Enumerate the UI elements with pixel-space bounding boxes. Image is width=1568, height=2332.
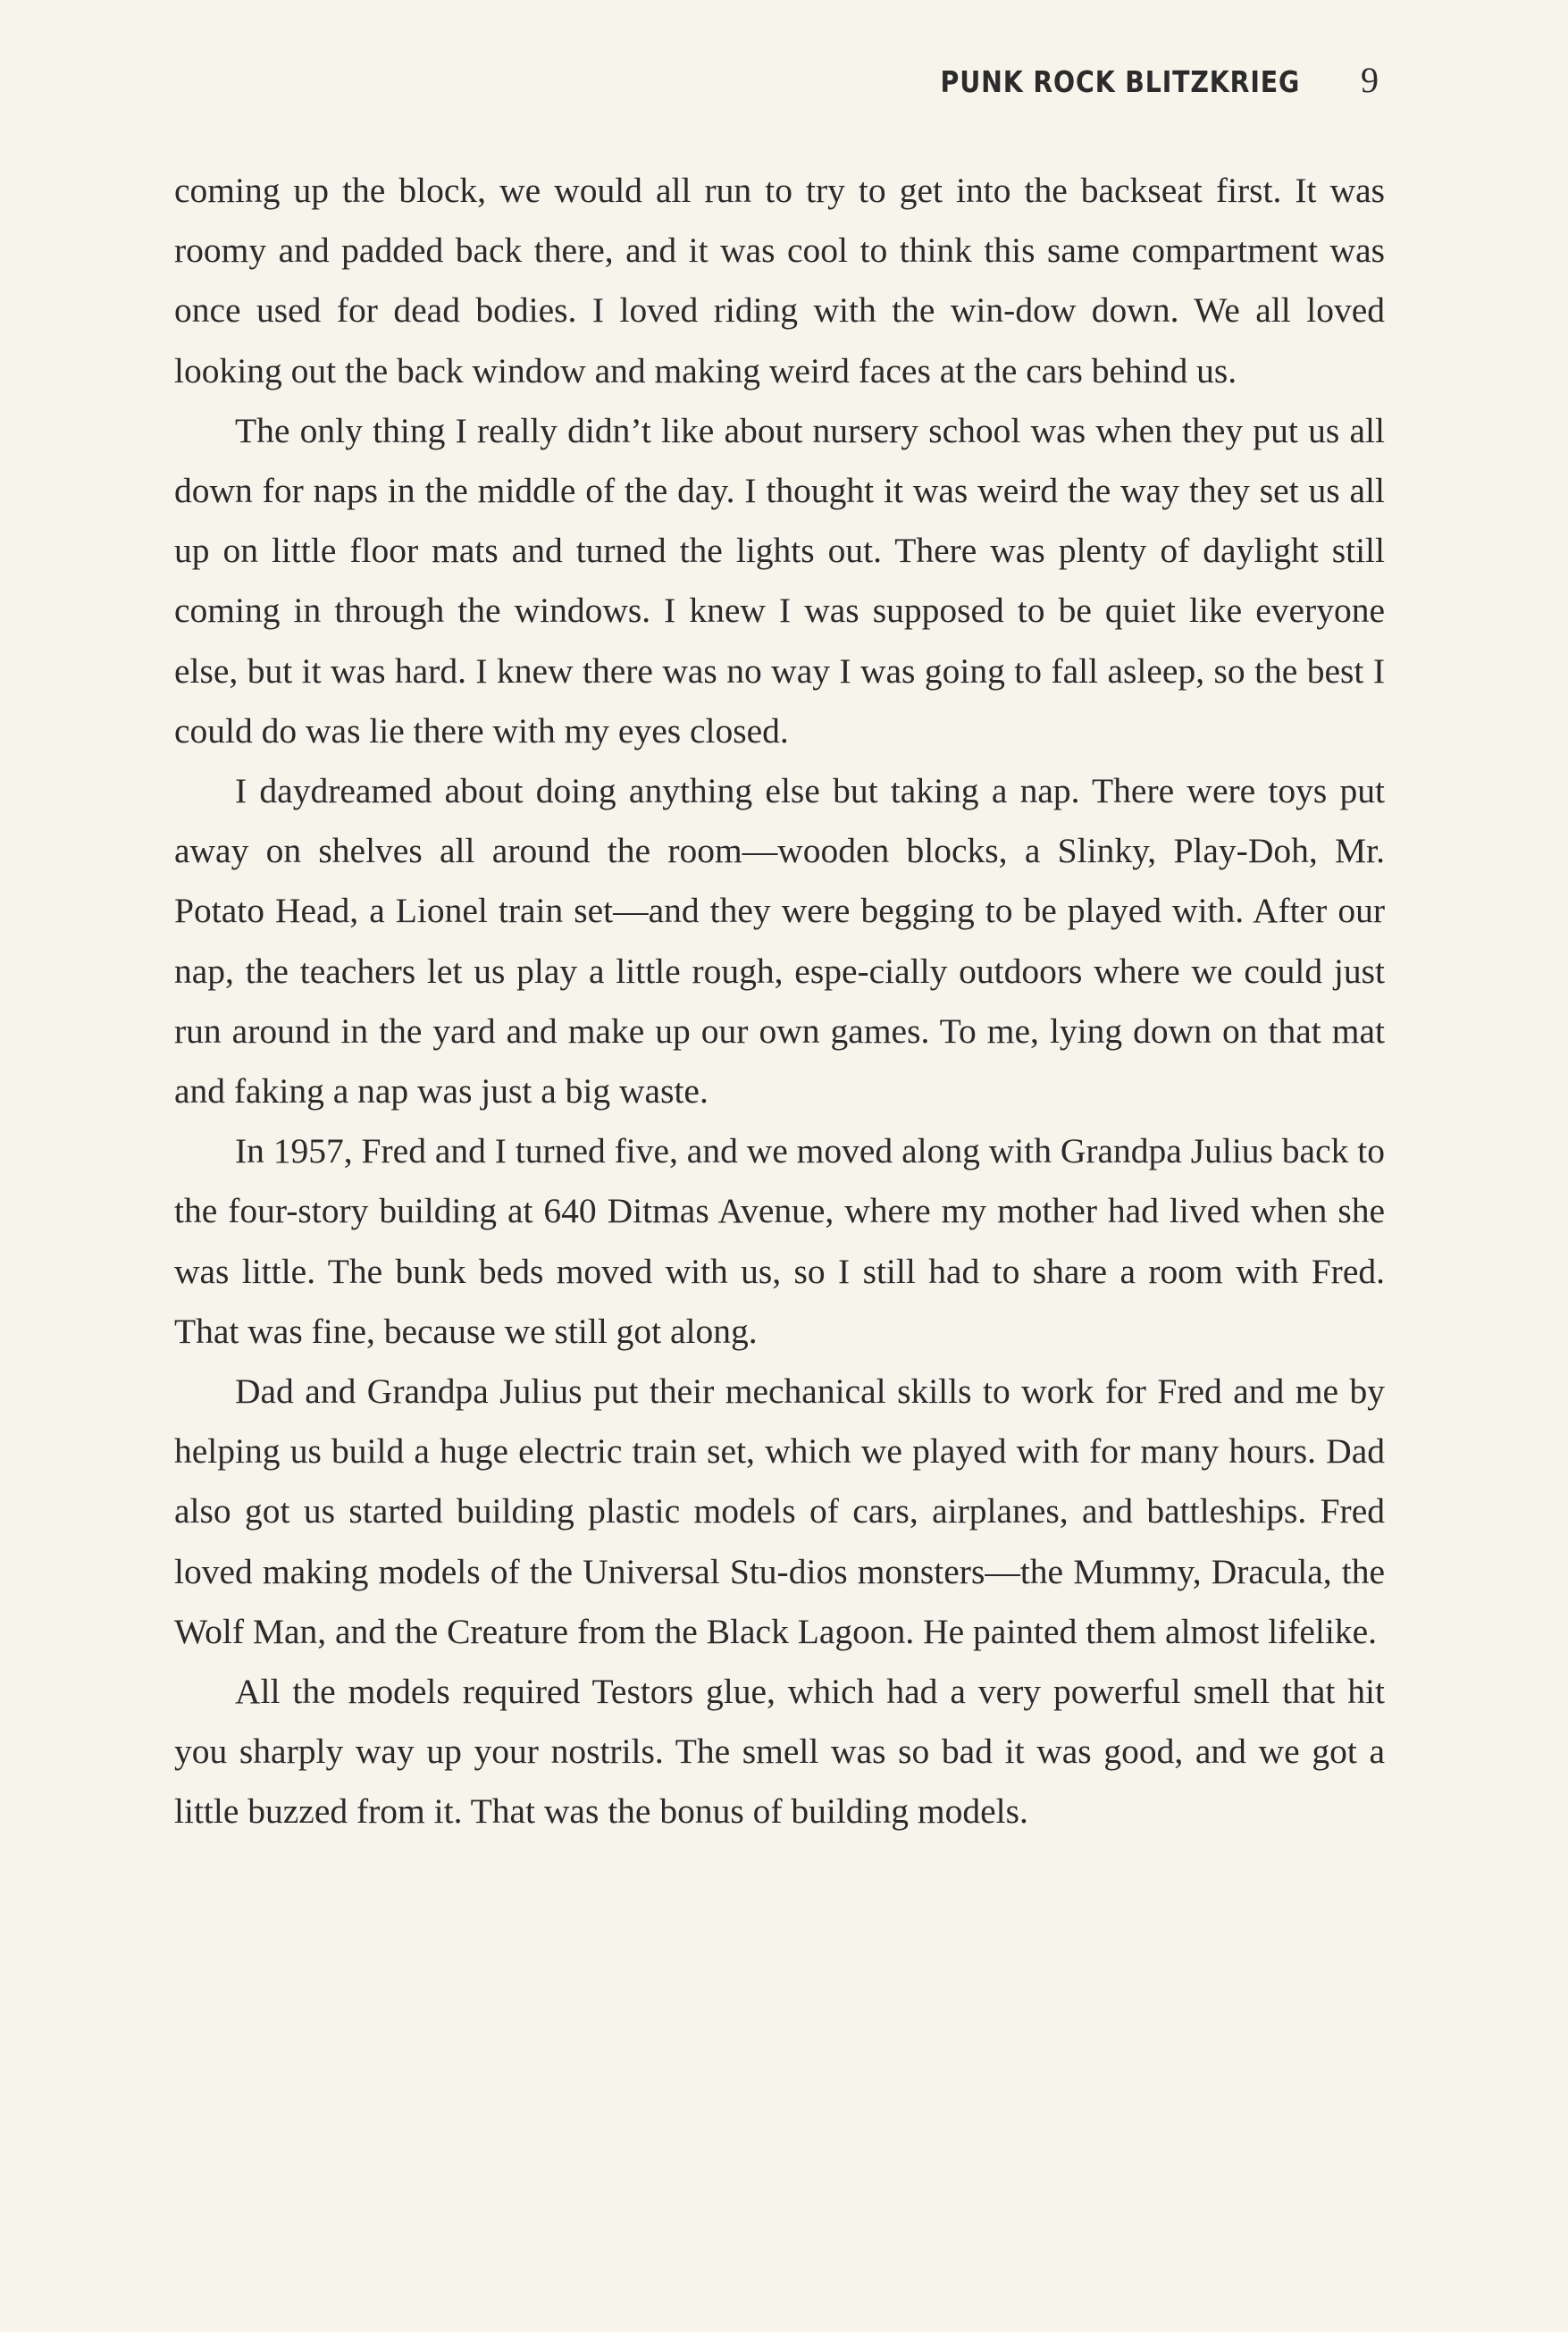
paragraph-1: coming up the block, we would all run to try to get into the backseat first. It was roomy and padded back there, and it was cool to think this same compartment was once used for dead bodies. I loved riding with the win-dow down. We all loved looking out the back window and making weird faces at the cars behind us. bbox=[174, 171, 1385, 390]
paragraph-3: I daydreamed about doing anything else but taking a nap. There were toys put away on shelves all around the room—wooden blocks, a Slinky, Play-Doh, Mr. Potato Head, a Lionel train set—and they were begging to be played with. After our nap, the teachers let us play a little rough, espe-cially outdoors where we could just run around in the yard and make up our own games. To me, lying down on that mat and faking a nap was just a big waste. bbox=[174, 771, 1385, 1111]
running-header bbox=[882, 59, 1379, 101]
page-number: 9 bbox=[1361, 60, 1379, 100]
paragraph-6: All the models required Testors glue, which had a very powerful smell that hit you sharply way up your nostrils. The smell was so bad it was good, and we got a little buzzed from it. That was the bonus of building models. bbox=[174, 1672, 1385, 1832]
body-text bbox=[174, 161, 1385, 1842]
running-title: PUNK ROCK BLITZKRIEG bbox=[940, 64, 1300, 99]
paragraph-4: In 1957, Fred and I turned five, and we moved along with Grandpa Julius back to the four-story building at 640 Ditmas Avenue, where my mother had lived when she was little. The bunk beds moved with us, so I still had to share a room with Fred. That was fine, because we still got along. bbox=[174, 1131, 1385, 1351]
paragraph-2: The only thing I really didn’t like about nursery school was when they put us all down for naps in the middle of the day. I thought it was weird the way they set us all up on little floor mats and turned the lights out. There was plenty of daylight still coming in through the windows. I knew I was supposed to be quiet like everyone else, but it was hard. I knew there was no way I was going to fall asleep, so the best I could do was lie there with my eyes closed. bbox=[174, 410, 1385, 751]
paragraph-5: Dad and Grandpa Julius put their mechanical skills to work for Fred and me by helping us build a huge electric train set, which we played with for many hours. Dad also got us started building plastic models of cars, airplanes, and battleships. Fred loved making models of the Universal Stu-dios monsters—the Mummy, Dracula, the Wolf Man, and the Creature from the Black Lagoon. He painted them almost lifelike. bbox=[174, 1372, 1385, 1651]
